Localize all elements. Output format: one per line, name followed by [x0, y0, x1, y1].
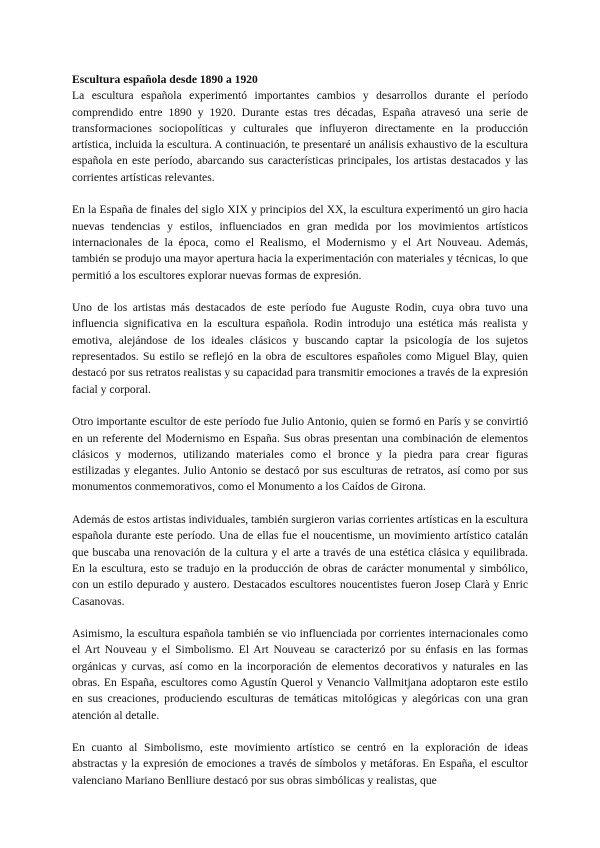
paragraph-rodin: Uno de los artistas más destacados de este período fue Auguste Rodin, cuya obra tuvo una influencia significativa en la escultura española. Rodin introdujo una estética más realista y emotiva, alejándose de los ideales clásicos y buscando captar la psicología de los sujetos representados. Su estilo se reflejó en la obra de escultores españoles como Miguel Blay, quien destacó por sus retratos realistas y su capacidad para transmitir emociones a través de la expresión facial y corporal. — [72, 301, 528, 396]
paragraph-intro: La escultura española experimentó importantes cambios y desarrollos durante el período comprendido entre 1890 y 1920. Durante estas tres décadas, España atravesó una serie de transformaciones sociopolíticas y culturales que influyeron directamente en la producción artística, incluida la escultura. A continuación, te presentaré un análisis exhaustivo de la escultura española en este período, abarcando sus características principales, los artistas destacados y las corrientes artísticas relevantes. — [72, 89, 528, 184]
paragraph-simbolismo: En cuanto al Simbolismo, este movimiento artístico se centró en la exploración de ideas abstractas y la expresión de emociones a través de símbolos y metáforas. En España, el escultor valenciano Mariano Benlliure destacó por sus obras simbólicas y realistas, que — [72, 741, 528, 787]
paragraph-julio-antonio: Otro importante escultor de este período fue Julio Antonio, quien se formó en París y se convirtió en un referente del Modernismo en España. Sus obras presentan una combinación de elementos clásicos y modernos, utilizando materiales como el bronce y la piedra para crear figuras estilizadas y elegantes. Julio Antonio se destacó por sus esculturas de retratos, así como por sus monumentos conmemorativos, como el Monumento a los Caídos de Girona. — [72, 415, 528, 494]
document-title: Escultura española desde 1890 a 1920 — [72, 73, 258, 86]
paragraph-tendencies: En la España de finales del siglo XIX y principios del XX, la escultura experimentó un giro hacia nuevas tendencias y estilos, influenciados en gran medida por los movimientos artísticos internacionales de la época, como el Realismo, el Modernismo y el Art Nouveau. Además, también se produjo una mayor apertura hacia la experimentación con materiales y técnicas, lo que permitió a los escultores explorar nuevas formas de expresión. — [72, 203, 528, 282]
paragraph-art-nouveau: Asimismo, la escultura española también se vio influenciada por corrientes internacionales como el Art Nouveau y el Simbolismo. El Art Nouveau se caracterizó por su énfasis en las formas orgánicas y curvas, así como en la incorporación de elementos decorativos y naturales en las obras. En España, escultores como Agustín Querol y Venancio Vallmitjana adoptaron este estilo en sus creaciones, produciendo esculturas de temáticas mitológicas y alegóricas con una gran atención al detalle. — [72, 627, 528, 722]
paragraph-noucentisme: Además de estos artistas individuales, también surgieron varias corrientes artísticas en la escultura española durante este período. Una de ellas fue el noucentisme, un movimiento artístico catalán que buscaba una renovación de la cultura y el arte a través de una estética clásica y equilibrada. En la escultura, esto se tradujo en la producción de obras de carácter monumental y simbólico, con un estilo depurado y austero. Destacados escultores noucentistes fueron Josep Clarà y Enric Casanovas. — [72, 513, 528, 608]
document-page — [72, 72, 528, 789]
